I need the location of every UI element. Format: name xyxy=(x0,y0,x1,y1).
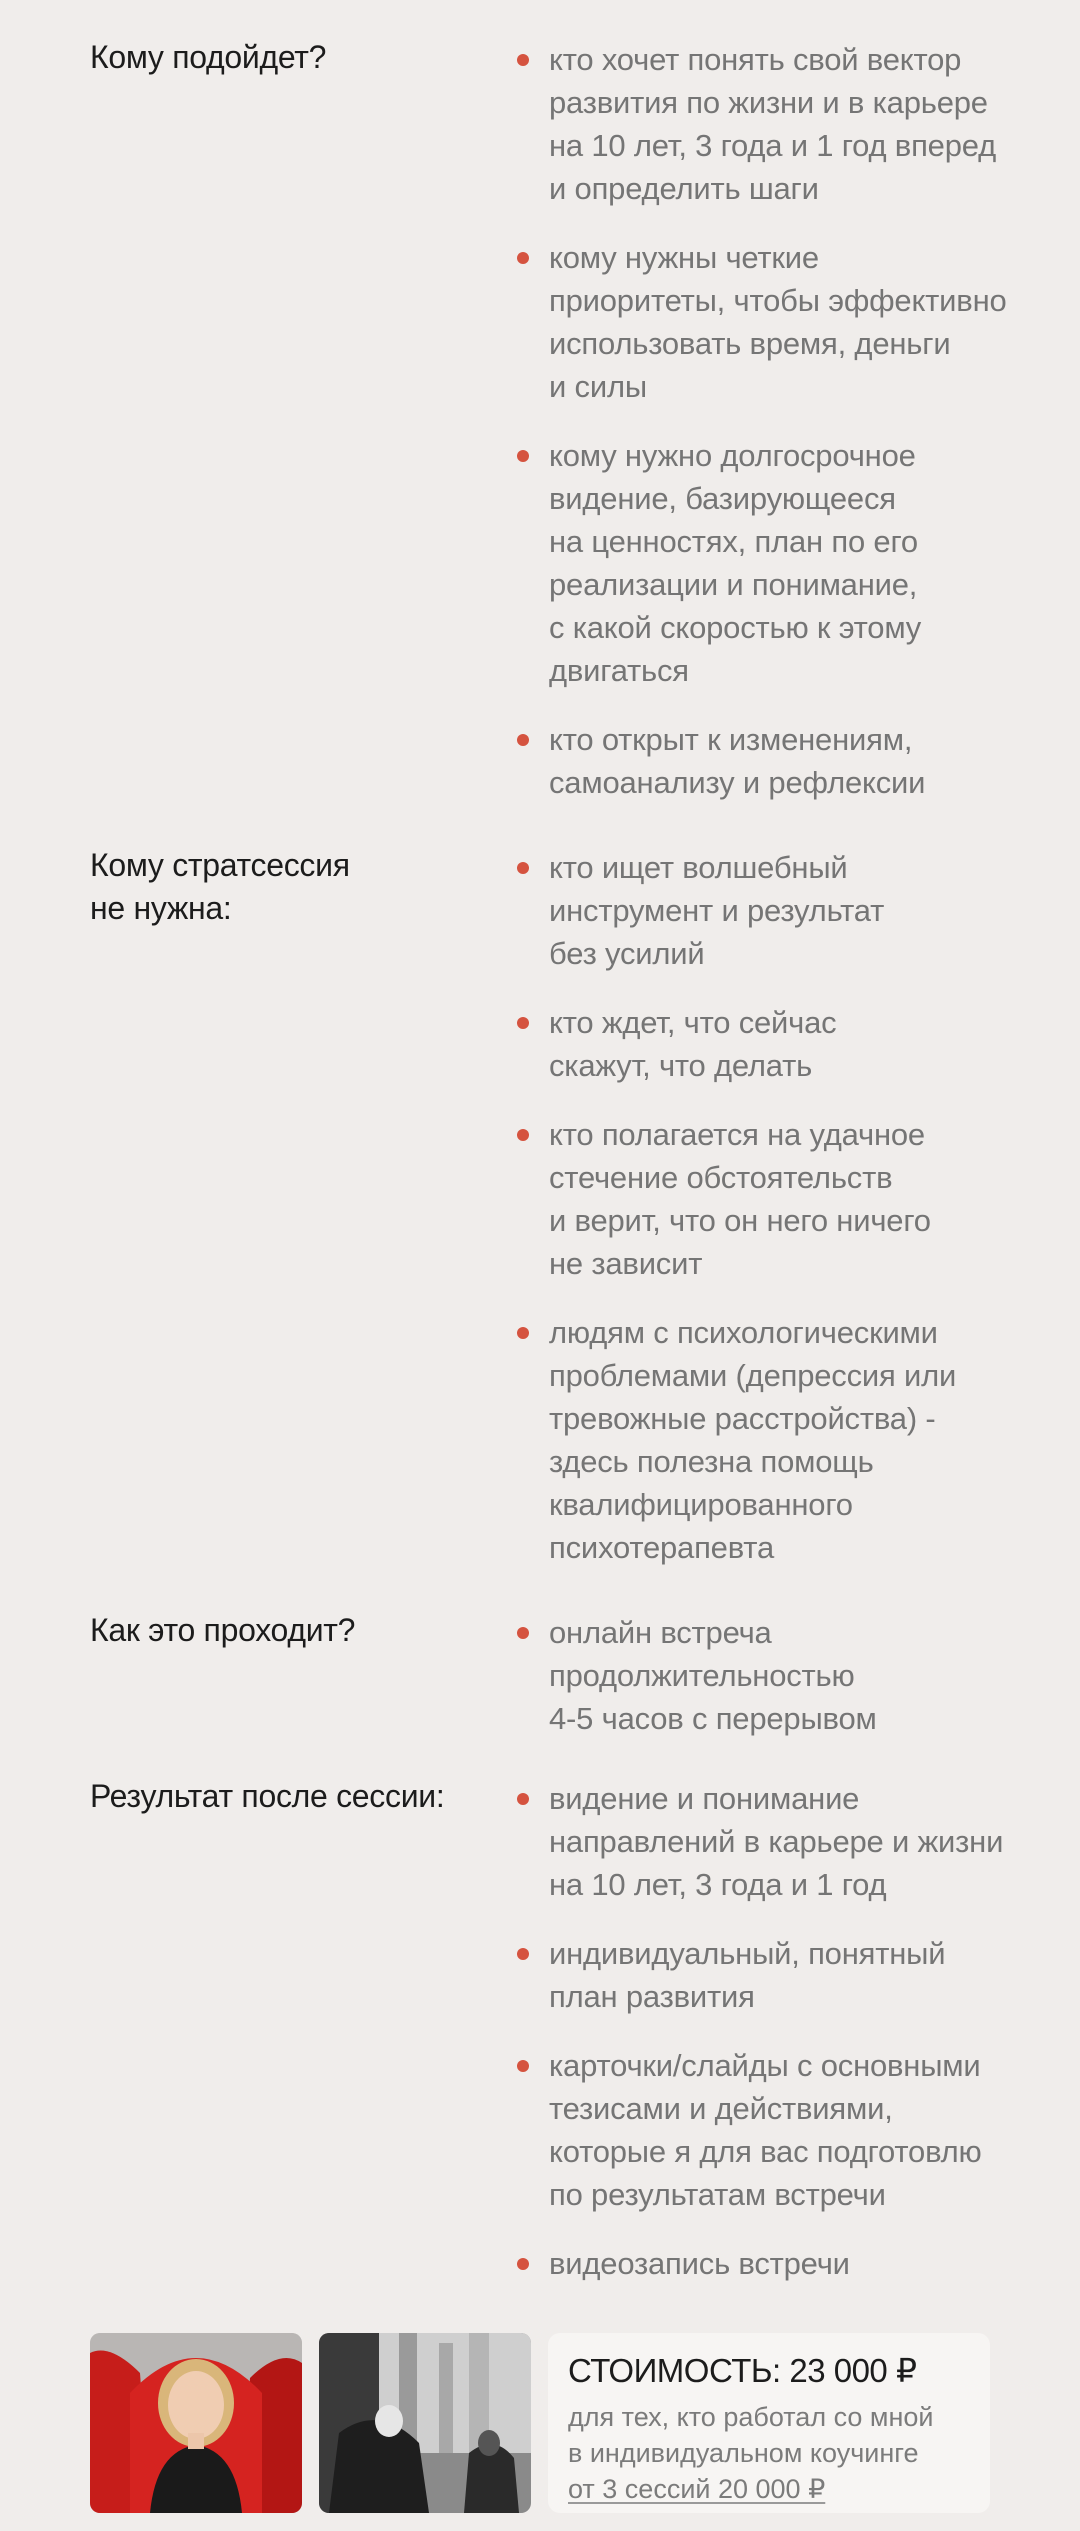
list-item: кто ищет волшебный инструмент и результат без усилий xyxy=(515,846,1045,975)
bullet-list xyxy=(515,38,1045,804)
section-title: Результат после сессии: xyxy=(90,1778,445,1814)
price-note xyxy=(568,2399,988,2507)
list-item: онлайн встреча продолжительностью 4-5 часов с перерывом xyxy=(515,1611,1045,1740)
list-item: кто ждет, что сейчас скажут, что делать xyxy=(515,1001,1045,1087)
bullet-dot-icon xyxy=(517,2258,529,2270)
list-item: людям с психологическими проблемами (депрессия или тревожные расстройства) - здесь полезна помощь квалифицированного психотерапевта xyxy=(515,1311,1045,1569)
list-item: индивидуальный, понятный план развития xyxy=(515,1932,1045,2018)
list-item: кто хочет понять свой вектор развития по жизни и в карьере на 10 лет, 3 года и 1 год вперед и определить шаги xyxy=(515,38,1045,210)
bullet-dot-icon xyxy=(517,1948,529,1960)
price-card xyxy=(548,2333,990,2513)
section-title: Как это проходит? xyxy=(90,1612,356,1648)
discount-link[interactable]: от 3 сессий 20 000 ₽ xyxy=(568,2474,826,2504)
list-item: кто открыт к изменениям, самоанализу и рефлексии xyxy=(515,718,1045,804)
bullet-dot-icon xyxy=(517,2060,529,2072)
bullet-dot-icon xyxy=(517,1129,529,1141)
bullet-dot-icon xyxy=(517,1793,529,1805)
bullet-list xyxy=(515,846,1045,1569)
bullet-dot-icon xyxy=(517,734,529,746)
bullet-dot-icon xyxy=(517,862,529,874)
list-item: видеозапись встречи xyxy=(515,2242,1045,2285)
list-item: видение и понимание направлений в карьере и жизни на 10 лет, 3 года и 1 год xyxy=(515,1777,1045,1906)
session-image xyxy=(319,2333,531,2513)
price-title: СТОИМОСТЬ: 23 000 ₽ xyxy=(568,2352,917,2389)
list-item: кому нужно долгосрочное видение, базирующееся на ценностях, план по его реализации и понимание, с какой скоростью к этому двигаться xyxy=(515,434,1045,692)
section-title: Кому подойдет? xyxy=(90,39,327,75)
bullet-dot-icon xyxy=(517,54,529,66)
list-item: кому нужны четкие приоритеты, чтобы эффективно использовать время, деньги и силы xyxy=(515,236,1045,408)
bullet-list xyxy=(515,1611,1045,1740)
coach-portrait-photo xyxy=(90,2333,302,2513)
bullet-dot-icon xyxy=(517,1017,529,1029)
session-photo xyxy=(319,2333,531,2513)
price-note-text: для тех, кто работал со мной в индивидуальном коучинге xyxy=(568,2402,934,2468)
bullet-list xyxy=(515,1777,1045,2285)
section-title: Кому стратсессия не нужна: xyxy=(90,847,350,926)
bullet-dot-icon xyxy=(517,1327,529,1339)
portrait-image xyxy=(90,2333,302,2513)
bullet-dot-icon xyxy=(517,1627,529,1639)
bullet-dot-icon xyxy=(517,450,529,462)
list-item: кто полагается на удачное стечение обстоятельств и верит, что он него ничего не зависит xyxy=(515,1113,1045,1285)
footer-price-block xyxy=(0,2333,1080,2515)
list-item: карточки/слайды с основными тезисами и действиями, которые я для вас подготовлю по результатам встречи xyxy=(515,2044,1045,2216)
bullet-dot-icon xyxy=(517,252,529,264)
